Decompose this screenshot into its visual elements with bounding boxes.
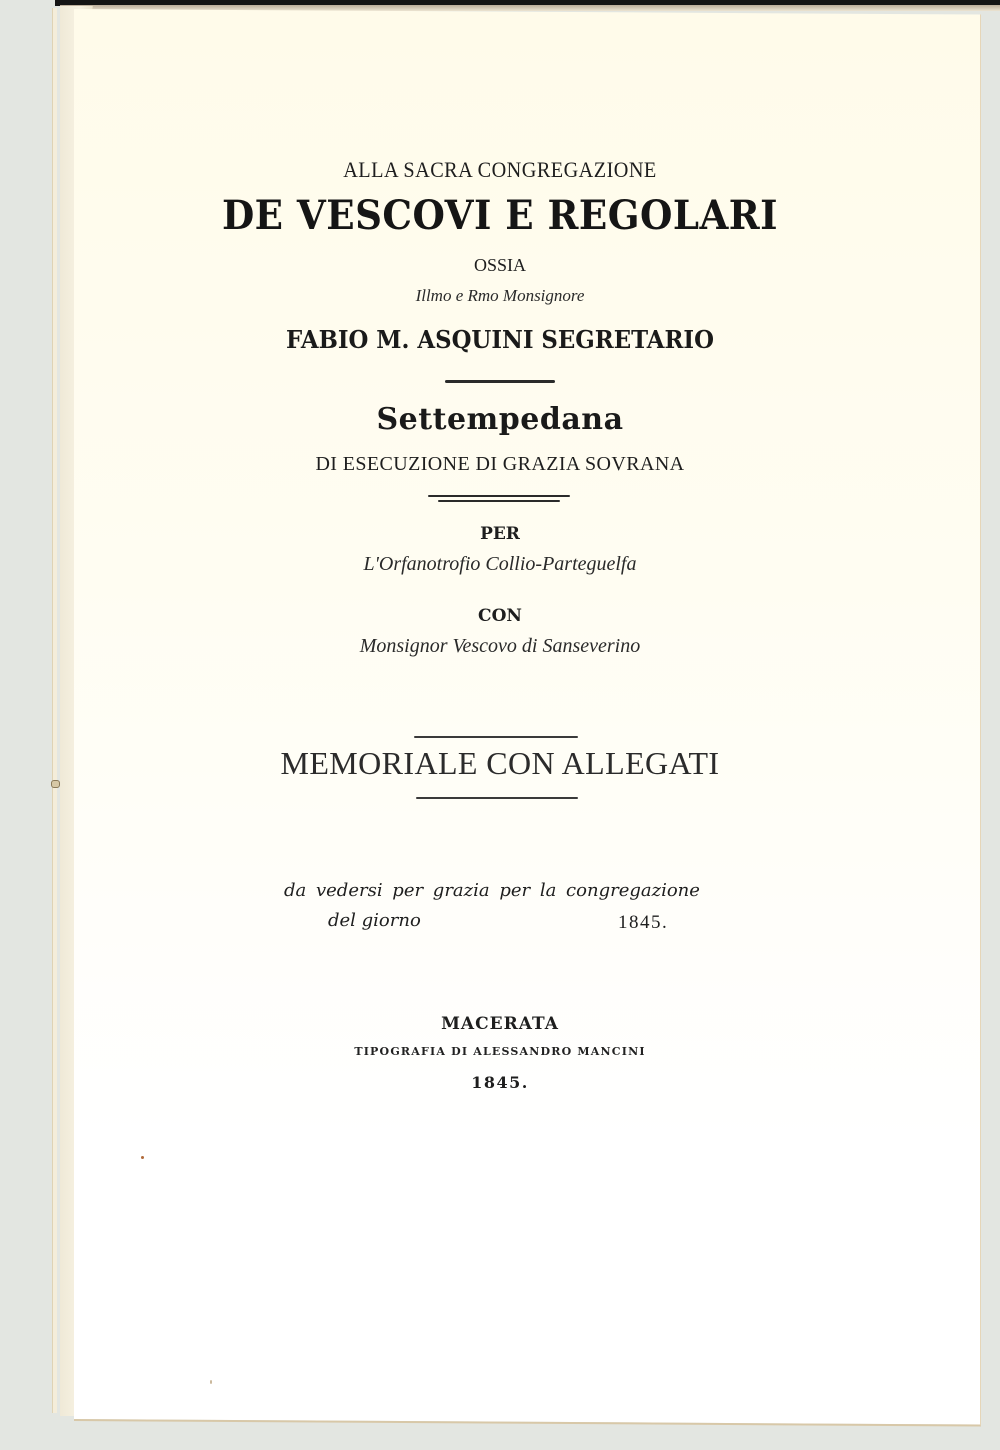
note-line-2: del giorno [328, 910, 421, 931]
document-type: MEMORIALE CON ALLEGATI [280, 745, 720, 781]
case-name-blackletter: Settempedana [376, 402, 624, 437]
imprint-year: 1845. [471, 1073, 529, 1092]
paper-speck [141, 1156, 144, 1159]
ossia-text: OSSIA [473, 255, 526, 275]
double-divider-bottom [438, 500, 560, 502]
honorific-script: Illmo e Rmo Monsignore [415, 286, 585, 305]
divider-rule [445, 380, 555, 383]
con-label: CON [478, 606, 522, 626]
heading-small: ALLA SACRA CONGREGAZIONE [343, 157, 657, 182]
note-year: 1845. [618, 912, 669, 933]
secretary-name: FABIO M. ASQUINI SEGRETARIO [286, 325, 714, 354]
paper-speck [210, 1380, 212, 1384]
imprint-city: MACERATA [441, 1014, 559, 1034]
double-divider-top [428, 495, 570, 497]
note-line-1: da vedersi per grazia per la congregazione [284, 880, 700, 901]
case-subject: DI ESECUZIONE DI GRAZIA SOVRANA [315, 453, 685, 475]
party-two-script: Monsignor Vescovo di Sanseverino [359, 635, 641, 657]
divider-above-memoriale [414, 736, 578, 738]
heading-main: DE VESCOVI E REGOLARI [221, 192, 779, 239]
per-label: PER [480, 524, 520, 544]
divider-below-memoriale [416, 797, 578, 799]
party-one-script: L'Orfanotrofio Collio-Parteguelfa [363, 553, 637, 575]
imprint-printer: TIPOGRAFIA DI ALESSANDRO MANCINI [354, 1045, 646, 1058]
